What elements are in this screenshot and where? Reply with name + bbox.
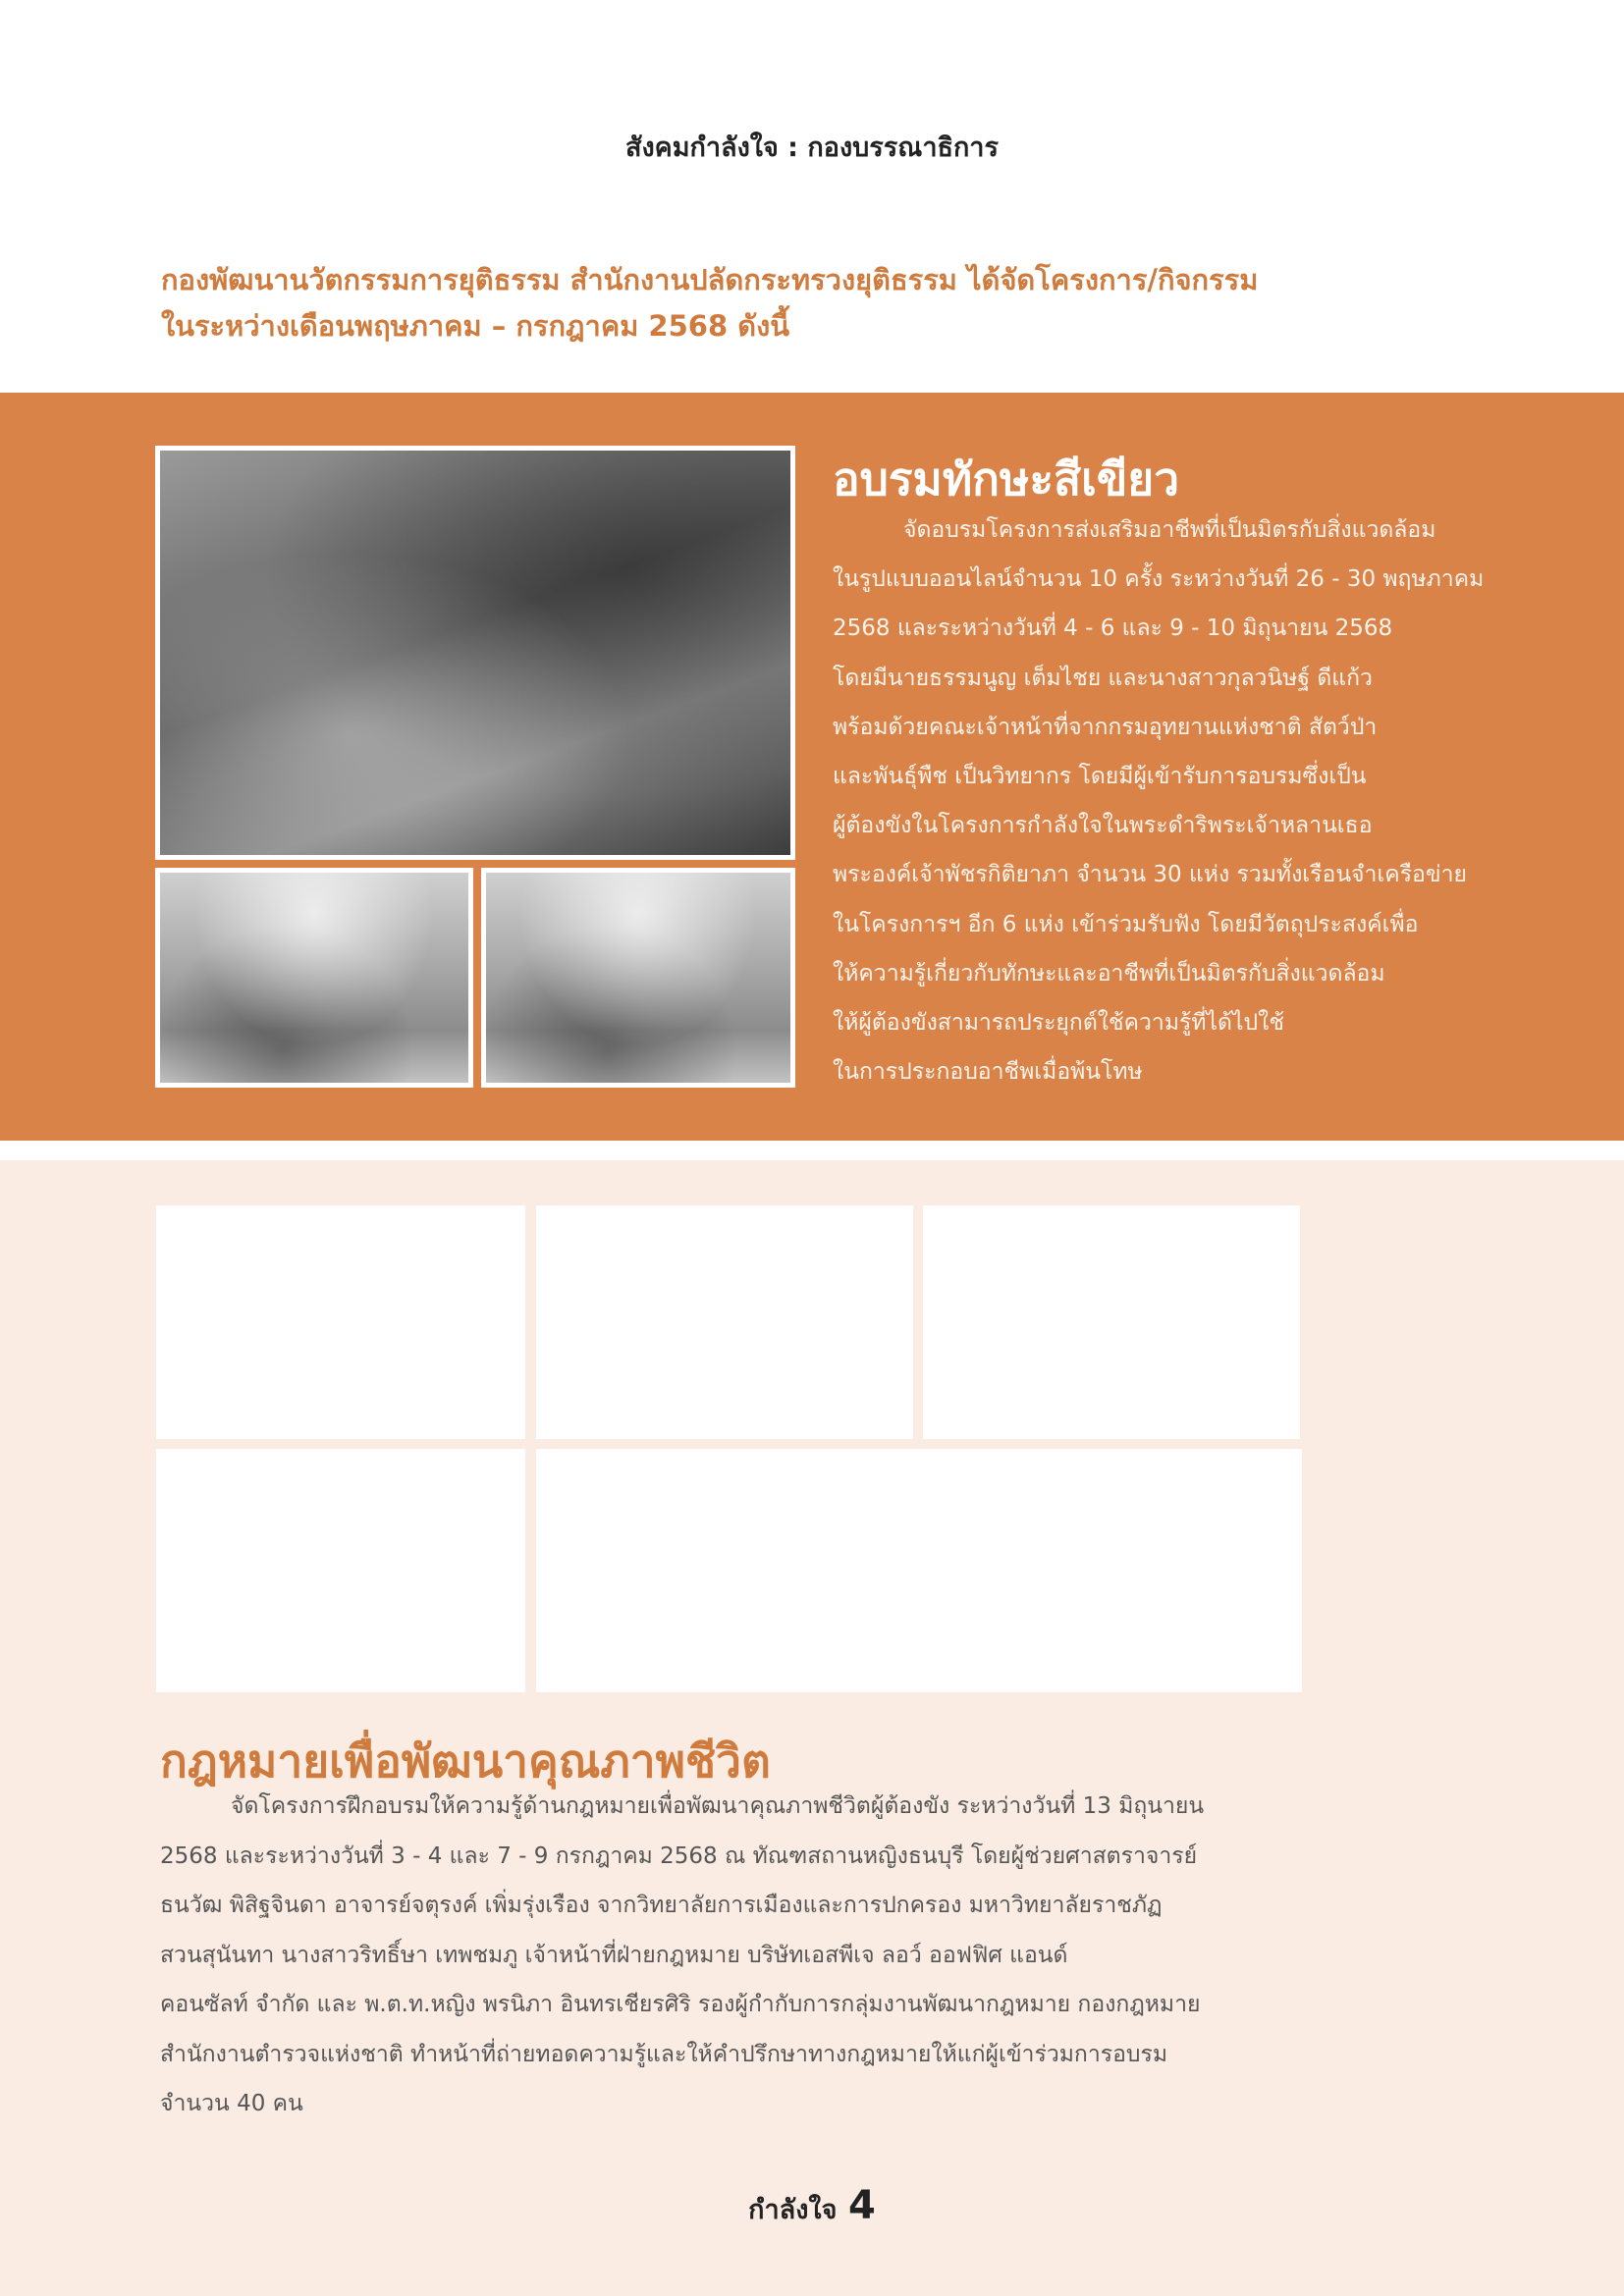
section1-line: ให้ความรู้เกี่ยวกับทักษะและอาชีพที่เป็นมิตรกับสิ่งแวดล้อม (833, 960, 1385, 987)
section1-line: จัดอบรมโครงการส่งเสริมอาชีพที่เป็นมิตรกับสิ่งแวดล้อม (903, 517, 1436, 543)
lecture-photo-2 (536, 1205, 913, 1439)
section2-body (160, 1782, 1495, 2129)
section1-line: พร้อมด้วยคณะเจ้าหน้าที่จากกรมอุทยานแห่งชาติ สัตว์ป่า (833, 714, 1378, 740)
classroom-image-right (486, 873, 790, 1083)
classroom-photo-left (155, 868, 473, 1088)
section1-line: ผู้ต้องขังในโครงการกำลังใจในพระดำริพระเจ้าหลานเธอ (833, 813, 1373, 839)
section2-line: จัดโครงการฝึกอบรมให้ความรู้ด้านกฎหมายเพื่อพัฒนาคุณภาพชีวิตผู้ต้องขัง ระหว่างวันที่ 13 มิถุนายน (231, 1793, 1205, 1819)
section1-line: ในการประกอบอาชีพเมื่อพ้นโทษ (833, 1059, 1143, 1086)
section2-line: สำนักงานตำรวจแห่งชาติ ทำหน้าที่ถ่ายทอดความรู้และให้คำปรึกษาทางกฎหมายให้แก่ผู้เข้าร่วมการอบรม (160, 2041, 1168, 2067)
lecture-photo-1 (156, 1205, 525, 1439)
section1-line: โดยมีนายธรรมนูญ เต็มไชย และนางสาวกุลวนิษฐ์ ดีแก้ว (833, 665, 1373, 691)
page-footer (0, 2183, 1624, 2230)
intro-paragraph (161, 257, 1516, 349)
classroom-image-left (160, 873, 468, 1083)
lecture-photo-4 (156, 1449, 525, 1692)
group-photo (536, 1449, 1302, 1692)
forest-training-image (160, 451, 790, 855)
section1-body (833, 506, 1485, 1096)
section1-line: และพันธุ์พืช เป็นวิทยากร โดยมีผู้เข้ารับการอบรมซึ่งเป็น (833, 764, 1367, 790)
lecture-image-2 (539, 1208, 910, 1436)
lecture-image-3 (926, 1208, 1297, 1436)
page-number: 4 (847, 2183, 876, 2228)
section2-line: ธนวัฒ พิสิฐจินดา อาจารย์จตุรงค์ เพิ่มรุ่งเรือง จากวิทยาลัยการเมืองและการปกครอง มหาวิทยาลัยราชภัฏ (160, 1893, 1163, 1918)
intro-line: ในระหว่างเดือนพฤษภาคม – กรกฎาคม 2568 ดังนี้ (161, 309, 790, 343)
section2-line: สวนสุนันทา นางสาวริทธิ์ษา เทพชมภู เจ้าหน้าที่ฝ่ายกฎหมาย บริษัทเอสพีเจ ลอว์ ออฟฟิศ แอนด์ (160, 1942, 1068, 1968)
lecture-photo-3 (923, 1205, 1300, 1439)
footer-label: กำลังใจ (748, 2195, 838, 2225)
section1-title: อบรมทักษะสีเขียว (833, 453, 1180, 506)
section2-line: คอนซัลท์ จำกัด และ พ.ต.ท.หญิง พรนิภา อินทรเชียรศิริ รองผู้กำกับการกลุ่มงานพัฒนากฎหมาย กองกฎหมาย (160, 1992, 1201, 2017)
classroom-photo-right (481, 868, 795, 1088)
section1-line: ในโครงการฯ อีก 6 แห่ง เข้าร่วมรับฟัง โดยมีวัตถุประสงค์เพื่อ (833, 911, 1419, 937)
page-header-title: สังคมกำลังใจ : กองบรรณาธิการ (625, 133, 999, 163)
section1-line: ในรูปแบบออนไลน์จำนวน 10 ครั้ง ระหว่างวันที่ 26 - 30 พฤษภาคม (833, 566, 1485, 593)
section2-line: จำนวน 40 คน (160, 2091, 303, 2116)
section1-line: 2568 และระหว่างวันที่ 4 - 6 และ 9 - 10 มิถุนายน 2568 (833, 615, 1393, 642)
forest-training-photo (155, 446, 795, 860)
section1-line: พระองค์เจ้าพัชรกิติยาภา จำนวน 30 แห่ง รวมทั้งเรือนจำเครือข่าย (833, 862, 1467, 888)
section2-title: กฎหมายเพื่อพัฒนาคุณภาพชีวิต (160, 1735, 771, 1788)
section2-line: 2568 และระหว่างวันที่ 3 - 4 และ 7 - 9 กรกฎาคม 2568 ณ ทัณฑสถานหญิงธนบุรี โดยผู้ช่วยศาสตราจารย์ (160, 1842, 1198, 1869)
intro-line: กองพัฒนานวัตกรรมการยุติธรรม สำนักงานปลัดกระทรวงยุติธรรม ได้จัดโครงการ/กิจกรรม (161, 263, 1259, 296)
group-image (539, 1452, 1299, 1689)
lecture-image-1 (159, 1208, 522, 1436)
lecture-image-4 (159, 1452, 522, 1689)
section1-line: ให้ผู้ต้องขังสามารถประยุกต์ใช้ความรู้ที่ได้ไปใช้ (833, 1010, 1284, 1037)
